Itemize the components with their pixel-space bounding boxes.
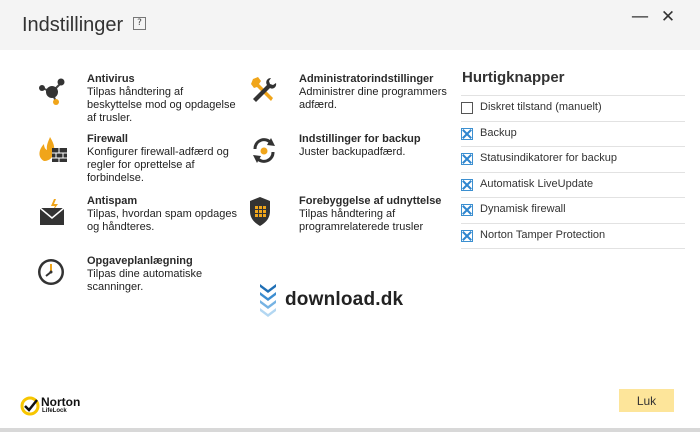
close-button[interactable]: ✕ <box>660 7 676 27</box>
setting-description: Administrer dine programmers adfærd. <box>299 86 447 111</box>
quick-setting-label: Backup <box>480 126 517 139</box>
quick-settings-list <box>461 95 685 249</box>
watermark-text: download.dk <box>285 289 404 310</box>
setting-name: Firewall <box>87 133 128 145</box>
setting-description: Tilpas håndtering af programrelaterede trusler <box>299 208 424 233</box>
quick-setting-label: Statusindikatorer for backup <box>480 152 617 164</box>
download-dk-watermark <box>256 283 426 319</box>
setting-description: Tilpas, hvordan spam opdages og håndteres. <box>87 208 238 233</box>
close-dialog-button[interactable]: Luk <box>619 389 674 412</box>
setting-description: Tilpas håndtering af beskyttelse mod og opdagelse af trusler. <box>87 86 236 124</box>
quick-setting-item[interactable] <box>461 197 685 223</box>
antispam-envelope-icon <box>35 195 69 229</box>
download-arrows-icon <box>258 283 278 317</box>
setting-name: Opgaveplanlægning <box>87 255 193 267</box>
setting-name: Antivirus <box>87 73 135 85</box>
quick-setting-label: Diskret tilstand (manuelt) <box>480 101 602 113</box>
minimize-button[interactable]: — <box>631 6 649 27</box>
checkbox[interactable] <box>461 153 473 165</box>
help-icon[interactable]: ? <box>133 17 146 30</box>
checkbox[interactable] <box>461 230 473 242</box>
taskbar-strip <box>0 428 700 432</box>
checkbox[interactable] <box>461 102 473 114</box>
window-title: Indstillinger <box>22 14 124 36</box>
setting-name: Forebyggelse af udnyttelse <box>299 195 442 207</box>
quick-settings-title: Hurtigknapper <box>462 69 565 86</box>
setting-name: Antispam <box>87 195 138 207</box>
setting-description: Tilpas dine automatiske scanninger. <box>87 268 203 293</box>
quick-setting-label: Norton Tamper Protection <box>480 228 606 241</box>
clock-icon <box>35 255 69 289</box>
norton-check-icon <box>20 396 40 416</box>
checkbox[interactable] <box>461 179 473 191</box>
norton-brand: Norton <box>41 395 81 409</box>
quick-setting-item[interactable] <box>461 95 685 121</box>
quick-setting-item[interactable] <box>461 146 685 172</box>
tools-icon <box>247 73 281 107</box>
setting-description: Juster backupadfærd. <box>299 146 406 158</box>
firewall-icon <box>35 133 69 167</box>
checkbox[interactable] <box>461 128 473 140</box>
checkbox[interactable] <box>461 204 473 216</box>
title-bar <box>0 0 700 50</box>
quick-setting-label: Dynamisk firewall <box>480 203 566 215</box>
setting-name: Administratorindstillinger <box>299 73 434 85</box>
setting-description: Konfigurer firewall-adfærd og regler for oprettelse af forbindelse. <box>87 146 229 184</box>
norton-brand-sub: LifeLock <box>42 408 67 414</box>
quick-setting-label: Automatisk LiveUpdate <box>480 177 594 190</box>
quick-setting-item[interactable] <box>461 172 685 198</box>
norton-logo <box>20 395 100 417</box>
setting-name: Indstillinger for backup <box>299 133 421 145</box>
quick-setting-item[interactable] <box>461 121 685 147</box>
quick-setting-item[interactable] <box>461 223 685 250</box>
backup-sync-icon <box>247 133 281 167</box>
shield-icon <box>247 195 281 229</box>
antivirus-molecule-icon <box>35 73 69 107</box>
